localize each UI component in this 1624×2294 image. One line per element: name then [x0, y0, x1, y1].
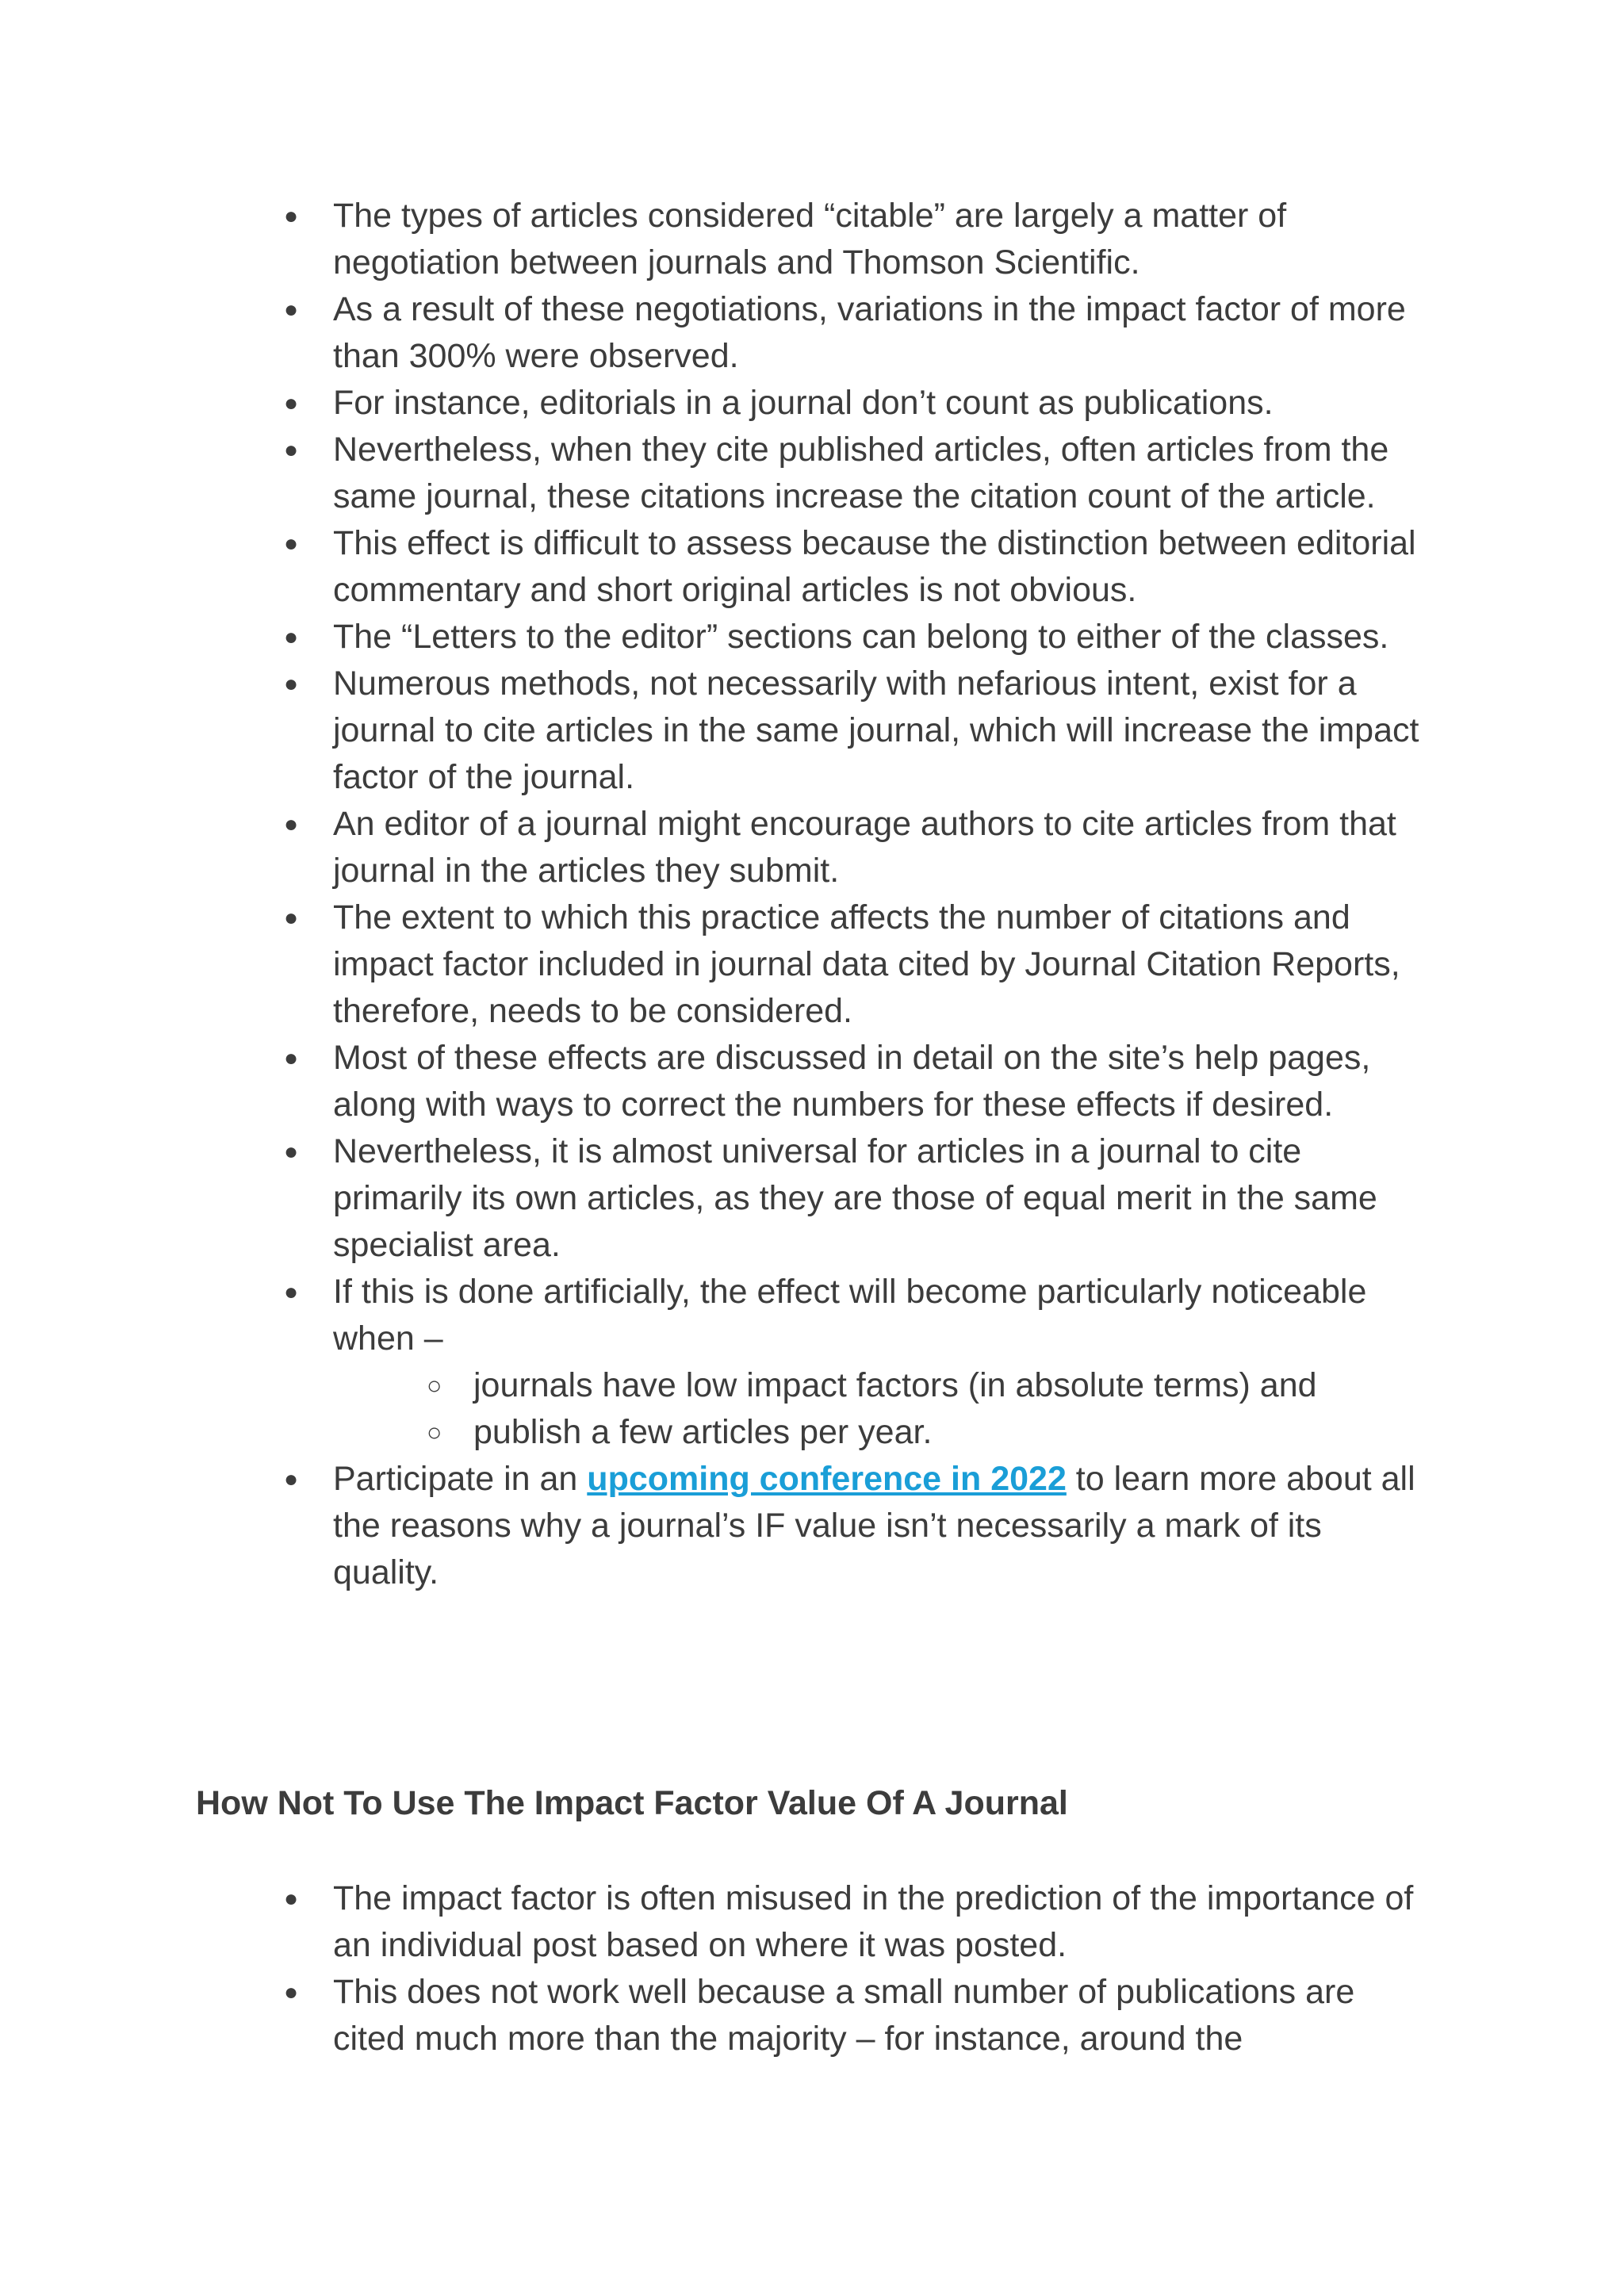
list-item [284, 1969, 1426, 2062]
sub-bullet-list [333, 1362, 1426, 1456]
list-item [284, 427, 1426, 520]
list-item-text-after-link: to learn more about all the reasons why a journal’s IF value isn’t necessarily a mark of its quality. [333, 1460, 1415, 1591]
bullet-list-impact-factor-issues [284, 193, 1426, 1596]
section-heading: How Not To Use The Impact Factor Value Of A Journal [196, 1784, 1068, 1822]
list-item [284, 286, 1426, 380]
list-item-text: The “Letters to the editor” sections can belong to either of the classes. [333, 618, 1389, 656]
list-item-text: The extent to which this practice affects the number of citations and impact factor included in journal data cited by Journal Citation Reports, therefore, needs to be considered. [333, 898, 1400, 1030]
list-item-text: Most of these effects are discussed in detail on the site’s help pages, along with ways to correct the numbers for these effects if desired. [333, 1039, 1371, 1124]
list-item-text: This does not work well because a small number of publications are cited much more than the majority – for instance, around the [333, 1973, 1355, 2058]
list-item [284, 1269, 1426, 1456]
list-item [284, 614, 1426, 661]
list-item-text-before-link: Participate in an [333, 1460, 588, 1498]
list-item [284, 380, 1426, 427]
list-item-text: Numerous methods, not necessarily with nefarious intent, exist for a journal to cite articles in the same journal, which will increase the impact factor of the journal. [333, 664, 1419, 796]
list-item [284, 1128, 1426, 1269]
sub-list-item [333, 1362, 1426, 1409]
list-item [284, 1875, 1426, 1969]
list-item-text: An editor of a journal might encourage authors to cite articles from that journal in the articles they submit. [333, 805, 1396, 890]
sub-list-item [333, 1409, 1426, 1456]
list-item [284, 1456, 1426, 1596]
list-item [284, 1035, 1426, 1128]
list-item [284, 801, 1426, 894]
list-item-text: If this is done artificially, the effect will become particularly noticeable when – [333, 1273, 1367, 1358]
list-item-text: Nevertheless, when they cite published articles, often articles from the same journal, these citations increase the citation count of the article. [333, 431, 1389, 515]
list-item [284, 661, 1426, 801]
list-item-text: As a result of these negotiations, variations in the impact factor of more than 300% were observed. [333, 290, 1406, 375]
list-item [284, 894, 1426, 1035]
list-item-text: For instance, editorials in a journal don’t count as publications. [333, 384, 1274, 422]
bullet-list-misuse [284, 1875, 1426, 2062]
list-item [284, 520, 1426, 614]
list-item-text: This effect is difficult to assess because the distinction between editorial commentary and short original articles is not obvious. [333, 524, 1416, 609]
list-item-text: Nevertheless, it is almost universal for articles in a journal to cite primarily its own articles, as they are those of equal merit in the same specialist area. [333, 1132, 1377, 1264]
list-item [284, 193, 1426, 286]
sub-list-item-text: journals have low impact factors (in absolute terms) and [473, 1366, 1317, 1404]
conference-link[interactable]: upcoming conference in 2022 [587, 1460, 1067, 1498]
list-item-text: The types of articles considered “citable” are largely a matter of negotiation between journals and Thomson Scientific. [333, 197, 1287, 281]
list-item-text: The impact factor is often misused in the prediction of the importance of an individual post based on where it was posted. [333, 1879, 1414, 1964]
sub-list-item-text: publish a few articles per year. [473, 1413, 933, 1451]
